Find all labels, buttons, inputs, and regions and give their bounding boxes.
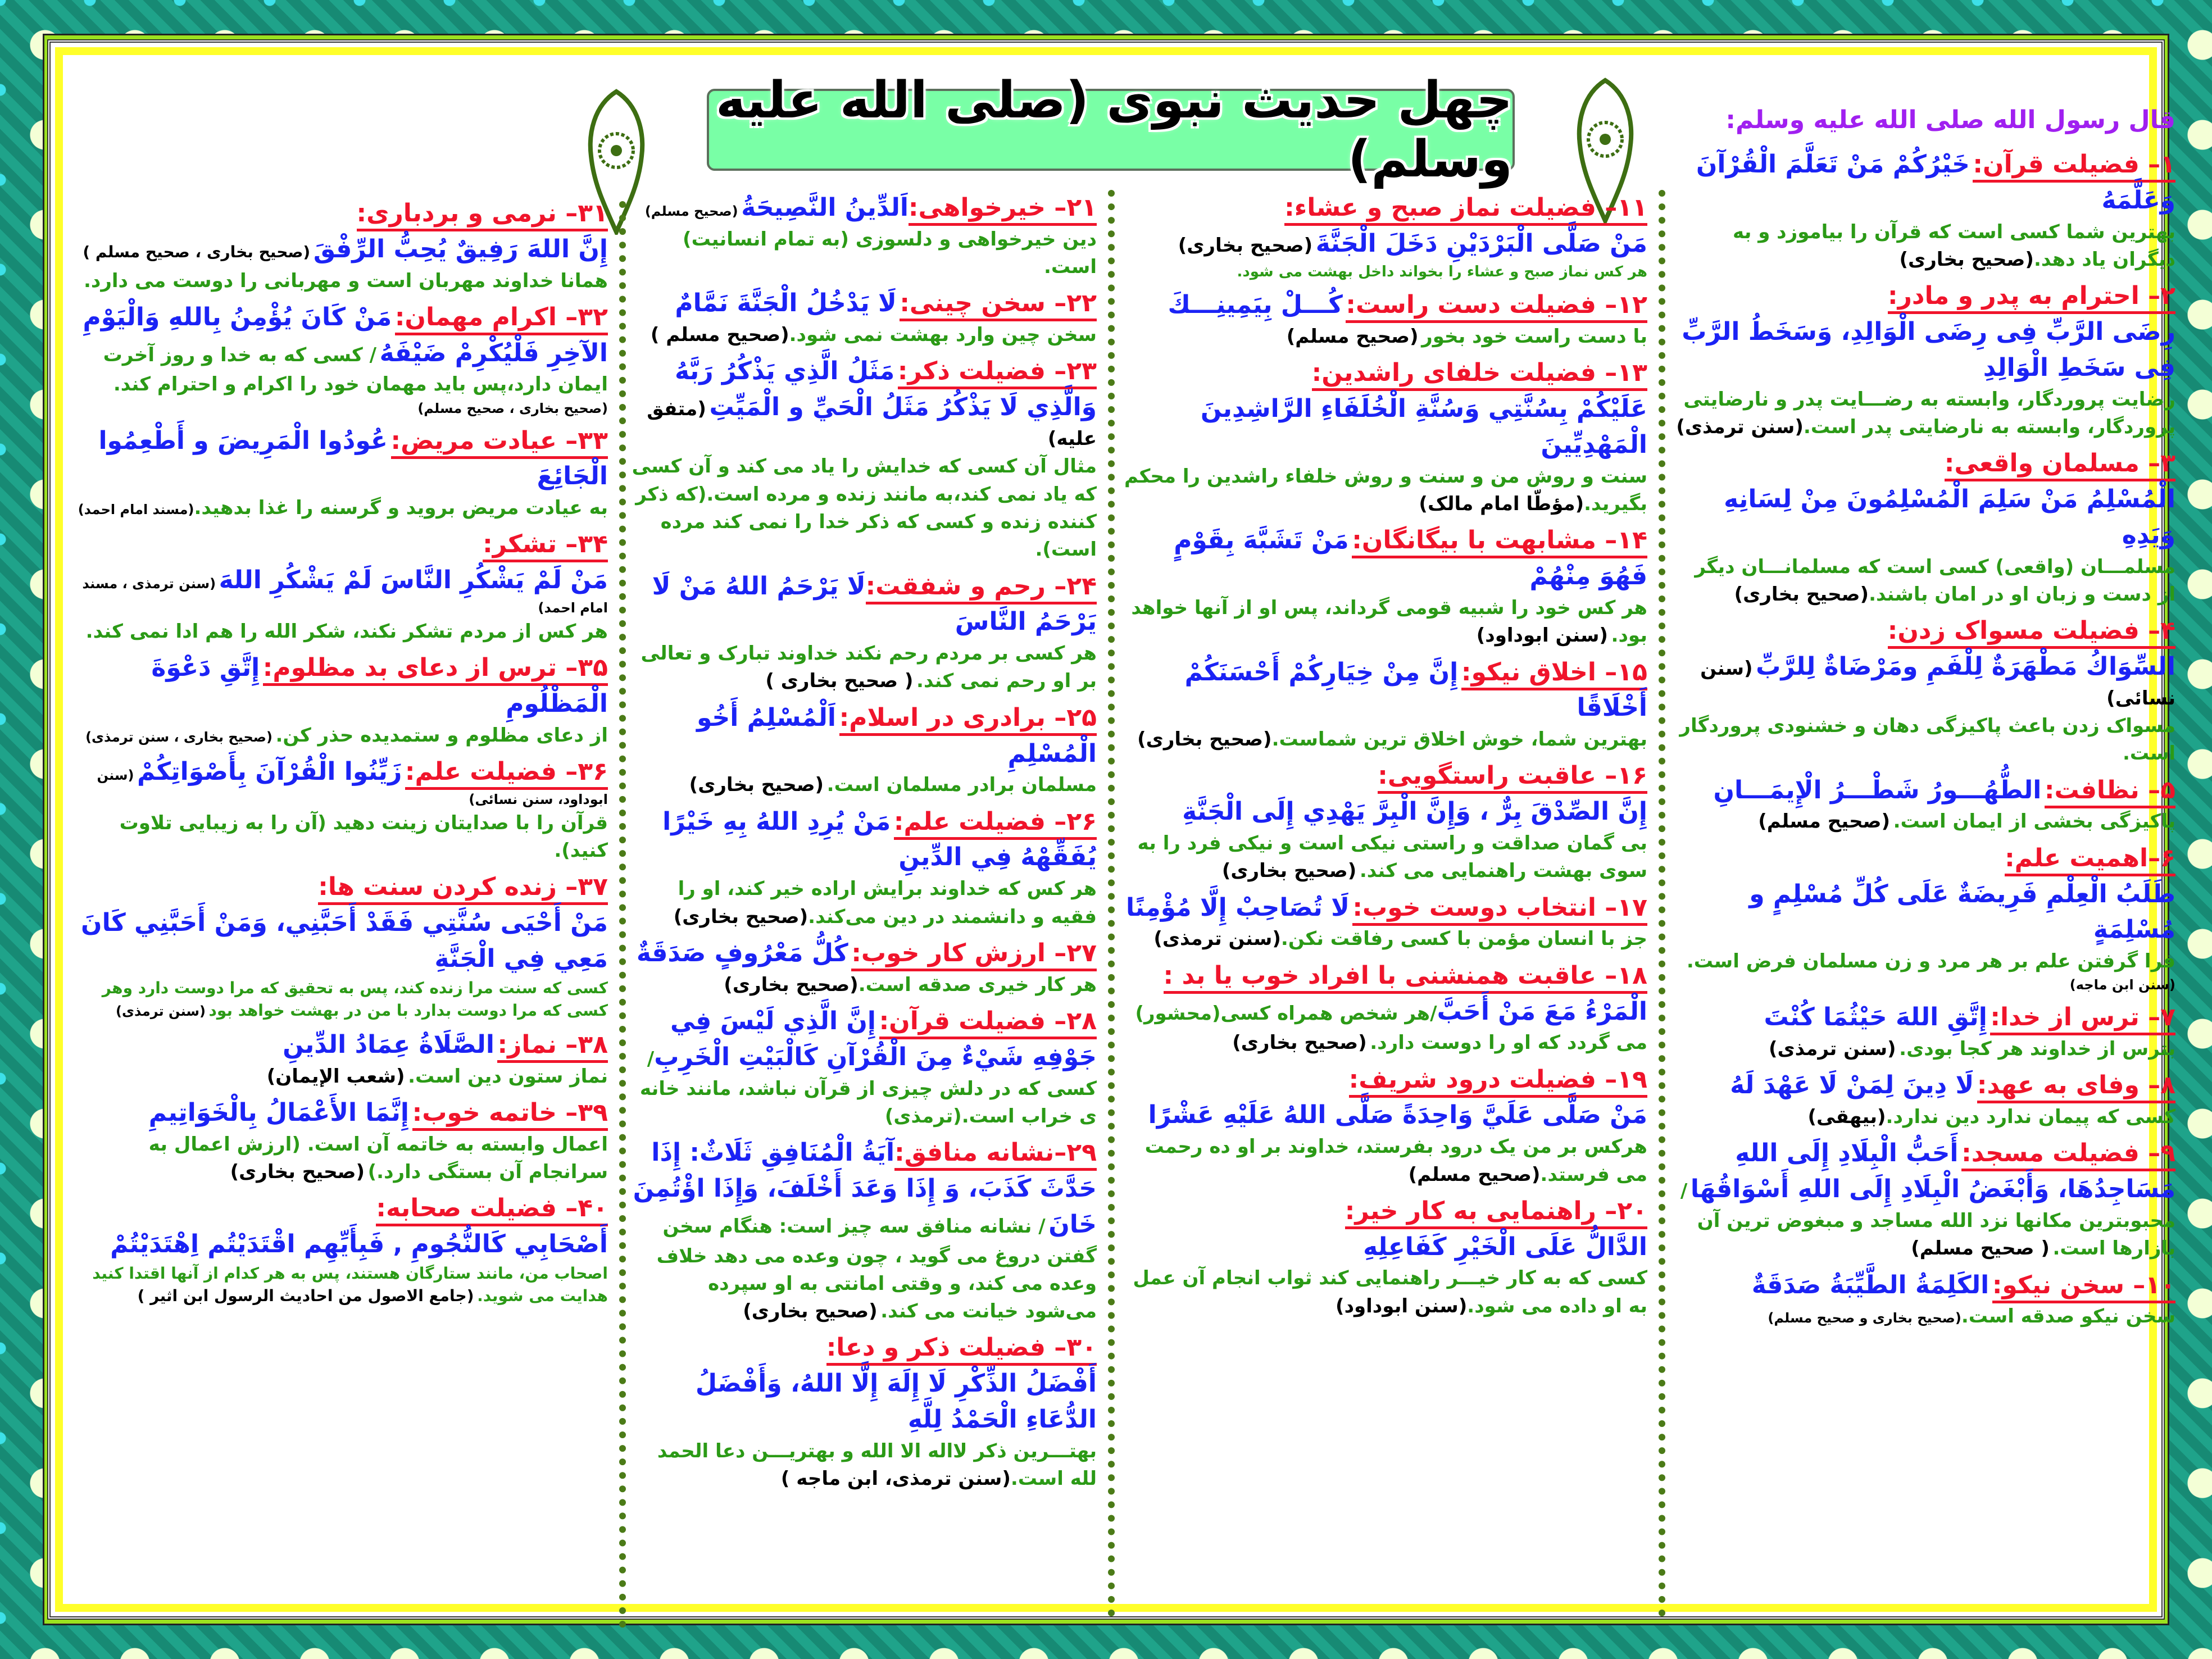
hadith-4: ۴– فضیلت مسواک زدن: السِّوَاكُ مَطْهَرَةٌ لِلْفَمِ ومَرْضَاةٌ لِلرَّبِّ (سنن نسائی) مسواک زدن باعث پاکیزگی دهان و خشنودی پروردگار است. [1679,616,2175,765]
intro-text: قال رسول الله صلی الله علیه وسلم: [1725,106,2175,134]
hadith-33: ۳۳– عیادت مریض: عُودُوا الْمَرِيضَ و أَطْعِمُوا الْجَائِعَ به عیادت مریض بروید و گرسنه را غذا بدهید.(مسند امام احمد) [78,426,608,520]
hadith-24: ۲۴– رحم و شفقت:لَا يَرْحَمُ اللهُ مَنْ لَا يَرْحَمُ النَّاسَ هر کسی بر مردم رحم نکند خداوند تبارک و تعالی بر او رحم نمی کند. ( صحیح بخاری ) [641,571,1097,693]
hadith-30: ۳۰– فضیلت ذکر و دعا: أَفْضَلُ الذِّكْرِ لَا إِلَهَ إِلَّا اللهُ، وَأَفْضَلُ الدُّعَاءِ الْحَمْدُ لِلَّهِ بهتـــرین ذکر لااله الا الله و بهتریـــن دعا الحمد لله است.(سنن ترمذی، ابن ماجه ) [657,1333,1097,1490]
hadith-40: ۴۰– فضیلت صحابه: أَصْحَابِي كَالنُّجُومِ , فَبِأَيِّهِم اقْتَدَيْتُم اِهْتَدَيْتُمْ اصحاب من، مانند ستارگان هستند، پس به هر کدام از آنها اقتدا کنید هدایت می شوید. (جامع الاصول من احادیث الرسول ابن اثیر ) [92,1194,608,1306]
hadith-34: ۳۴– تشکر: مَنْ لَمْ يَشْكُرِ النَّاسَ لَمْ يَشْكُرِ اللهَ (سنن ترمذی ، مسند امام احمد) هر کس از مردم تشکر نکند، شکر الله را هم ادا نمی کند. [82,530,608,643]
title-banner [707,71,1515,189]
hadith-37: ۳۷– زنده کردن سنت ها: مَنْ أَحْيَى سُنَّتِي فَقَدْ أَحَبَّنِي، وَمَنْ أَحَبَّنِي كَانَ مَعِي فِي الْجَنَّةِ کسی که سنت مرا زنده کند، پس به تحقیق که مرا دوست دارد وهر کسی که مرا دوست بدارد با من در بهشت خواهد بود (سنن ترمذی) [81,872,608,1020]
column-divider [1108,190,1115,1617]
hadith-2: ۲– احترام به پدر و مادر: رِضَی الرَّبِّ فِی رِضَی الْوَالِدِ، وَسَخَطُ الرَّبِّ فِی سَخَطِ الْوَالِدِ رضایت پروردگار، وابسته به رضـــایت پدر و نارضایتی پروردگار، وابسته به نارضایتی پدر است.(سنن ترمذی) [1676,281,2175,438]
hadith-28: ۲۸– فضیلت قرآن: إِنَّ الَّذِي لَيْسَ فِي جَوْفِهِ شَيْءٌ مِنَ الْقُرْآنِ كَالْبَيْتِ الْخَرِبِ/ کسی که در دلش چیزی از قرآن نباشد، مانند خانه ی خراب است.(ترمذی) [639,1006,1097,1128]
hadith-16: ۱۶– عاقبت راستگویی: إِنَّ الصِّدْقَ بِرٌّ ، وَإِنَّ الْبِرَّ يَهْدِي إِلَى الْجَنَّةِ بی گمان صداقت و راستی نیکی است و نیکی فرد را به سوی بهشت راهنمایی می کند. (صحیح بخاری) [1137,761,1647,883]
hadith-36: ۳۶– فضیلت علم: زَيِّنُوا الْقُرْآنَ بِأَصْوَاتِكُمْ (سنن ابوداود، سنن نسائی) قرآن را با صدایتان زینت دهید (آن را به زیبایی تلاوت کنید). [97,757,608,862]
hadith-10: ۱۰– سخن نیکو: الكَلِمَةُ الطَّيِّبَةُ صَدَقَةٌ سخن نیکو صدقه است.(صحیح بخاری و صحیح مسلم) [1751,1270,2175,1328]
hadith-27: ۲۷– ارزش کار خوب: كُلُّ مَعْرُوفٍ صَدَقَةٌ هر کار خیری صدقه است.(صحیح بخاری) [636,938,1097,996]
hadith-39: ۳۹– خاتمه خوب: إِنَّمَا الأَعْمَالُ بِالْخَوَاتِيمِ اعمال وابسته به خاتمه آن است. (ارزش اعمال به سرانجام آن بستگی دارد.) (صحیح بخاری) [148,1098,608,1183]
hadith-25: ۲۵– برادری در اسلام: اَلْمُسْلِمُ أَخُو الْمُسْلِمِ مسلمان برادر مسلمان است. (صحیح بخاری) [689,703,1097,797]
hadith-3: ۳– مسلمان واقعی: الْمُسْلِمُ مَنْ سَلِمَ الْمُسْلِمُونَ مِنْ لِسَانِهِ وَيَدِهِ مسلمـــان (واقعی) کسی است که مسلمانـــان دیگر از دست و زبان او در امان باشند.(صحیح بخاری) [1695,449,2175,606]
hadith-17: ۱۷– انتخاب دوست خوب: لَا تُصَاحِبْ إِلَّا مُؤْمِنًا جز با انسان مؤمن با کسی رفاقت نکن.(سنن ترمذی) [1126,893,1647,951]
column-divider [1659,190,1665,1617]
hadith-13: ۱۳– فضیلت خلفای راشدین: عَلَيْكُمْ بِسُنَّتِي وَسُنَّةِ الْخُلَفَاءِ الرَّاشِدِينَ الْمَهْدِيِّينَ سنت و روش من و سنت و روش خلفاء راشدین را محکم بگیرید.(مؤطّا امام مالک) [1124,358,1647,516]
hadith-20: ۲۰– راهنمایی به کار خیر: الدَّالُّ عَلَى الْخَيْرِ كَفَاعِلِهِ کسی که به کار خیـــر راهنمایی کند ثواب انجام آن عمل به او داده می شود.(سنن ابوداود) [1133,1196,1647,1317]
hadith-8: ۸– وفای به عهد: لَا دِينَ لِمَنْ لَا عَهْدَ لَهُ کسی که پیمان ندارد دین ندارد.(بیهقی) [1730,1071,2175,1129]
hadith-29: ۲۹–نشانه منافق:آيَةُ الْمُنَافِقِ ثَلَاثٌ: إِذَا حَدَّثَ كَذَبَ، وَ إِذَا وَعَدَ أَخْلَفَ، وَإِذَا اؤْتُمِنَ خَانَ / نشانه منافق سه چیز است: هنگام سخن گفتن دروغ می گوید ، چون وعده می دهد خلاف وعده می کند، و وقتی امانتی به او سپرده می‌شود خیانت می کند. (صحیح بخاری) [633,1138,1097,1323]
hadith-31: ۳۱– نرمی و بردباری: إِنَّ اللهَ رَفِيقٌ يُحِبُّ الرِّفْقَ (صحیح بخاری ، صحیح مسلم ) همانا خداوند مهربان است و مهربانی را دوست می دارد. [83,199,608,292]
column-2 [1119,190,1647,1325]
page-title: چهل حدیث نبوی (صلی الله علیه وسلم) [715,71,1512,189]
hadith-35: ۳۵– ترس از دعای بد مظلوم: إِتَّقِ دَعْوَةَ الْمَظْلُومِ از دعای مظلوم و ستمدیده حذر کن. (صحیح بخاری ، سنن ترمذی) [85,653,608,747]
column-4 [74,196,608,1312]
hadith-19: ۱۹– فضیلت درود شریف: مَنْ صَلَّى عَلَيَّ وَاحِدَةً صَلَّى اللهُ عَلَيْهِ عَشْرًا هرکس بر من یک درود بفرستد، خداوند بر او ده رحمت می فرستد.(صحیح مسلم) [1144,1065,1647,1186]
hadith-23: ۲۳– فضیلت ذکر: مَثَلُ الَّذِي يَذْكُرُ رَبَّهُ وَالَّذِي لَا يَذْكُرُ مَثَلُ الْحَيِّ و الْمَيِّتِ (متفق علیه) مثال آن کسی که خدایش را یاد می کند و آن کسی که یاد نمی کند،به مانند زنده و مرده است.(که ذکر کننده زنده و کسی که ذکر خدا را نمی کند مرده است). [632,357,1097,561]
hadith-1: ۱– فضیلت قرآن: خَیْرُکُمْ مَنْ تَعَلَّمَ الْقُرْآنَ وَعَلَّمَهُ بهترین شما کسی است که قرآن را بیاموزد و به دیگران یاد دهد.(صحیح بخاری) [1696,150,2175,271]
hadith-11: ۱۱– فضیلت نماز صبح و عشاء: مَنْ صَلَّى الْبَرْدَيْنِ دَخَلَ الْجَنَّةَ (صحیح بخاری) هر کس نماز صبح و عشاء را بخواند داخل بهشت می شود. [1178,193,1647,280]
column-3 [630,190,1097,1497]
hadith-6: ۶–اهمیت علم: طَلَبُ الْعِلْمِ فَرِيضَةٌ عَلَى كُلِّ مُسْلِمٍ و مُسْلِمَةٍ فرا گرفتن علم بر هر مرد و زن مسلمان فرض است.(سنن ابن ماجه) [1686,843,2175,993]
column-divider [619,201,626,1628]
hadith-38: ۳۸– نماز: الصَّلَاةُ عِمَادُ الدِّينِ نماز ستون دین است. (شعب الإيمان) [266,1030,608,1088]
hadith-32: ۳۲– اکرام مهمان: مَنْ كَانَ يُؤْمِنُ بِاللهِ وَالْيَوْمِ الآخِرِ فَلْيُكْرِمْ ضَيْفَهُ / کسی که به خدا و روز آخرت ایمان دارد،پس باید مهمان خود را اکرام و احترام کند. (صحیح بخاری ، صحیح مسلم) [83,302,608,416]
hadith-21: ۲۱– خیرخواهی:اَلدِّينُ النَّصِيحَةُ (صحیح مسلم) دین خیرخواهی و دلسوزی (به تمام انسانیت) است. [644,193,1097,279]
hadith-9: ۹– فضیلت مسجد: أَحَبُّ الْبِلَادِ إِلَى اللهِ مَسَاجِدُهَا، وَأَبْغَضُ الْبِلَادِ إِلَى اللهِ أَسْوَاقُهَا / محبوبترین مکانها نزد الله مساجد و مبغوض ترین آن بازارها است. ( صحیح مسلم) [1680,1139,2175,1260]
hadith-14: ۱۴– مشابهت با بیگانگان: مَنْ تَشَبَّهَ بِقَوْمٍ فَهُوَ مِنْهُمْ هر کس خود را شبیه قومی گرداند، پس او از آنها خواهد بود. (سنن ابوداود) [1131,526,1647,647]
hadith-18: ۱۸– عاقبت همنشنی با افراد خوب یا بد : الْمَرْءُ مَعَ مَنْ أَحَبَّ/هر شخص همراه کسی(محشور) می گردد که او را دوست دارد. (صحیح بخاری) [1135,961,1647,1055]
hadith-12: ۱۲– فضیلت دست راست: كُـــلْ بِيَمِينِـــكَ با دست راست خود بخور (صحیح مسلم) [1168,290,1647,348]
hadith-26: ۲۶– فضیلت علم: مَنْ يُرِدِ اللهُ بِهِ خَيْرًا يُفَقِّهْهُ فِي الدِّينِ هر کس که خداوند برایش اراده خیر کند، او را فقیه و دانشمند در دین می‌کند.(صحیح بخاری) [662,807,1097,928]
hadith-15: ۱۵– اخلاق نیکو: إِنَّ مِنْ خِيَارِكُمْ أَحْسَنَكُمْ أَخْلَاقًا بهترین شما، خوش اخلاق ترین شماست.(صحیح بخاری) [1137,657,1647,751]
hadith-7: ۷– ترس از خدا: إِتَّقِ اللهَ حَيْثُمَا كُنْتَ بترس از خداوند هر کجا بودی. (سنن ترمذی) [1764,1003,2175,1061]
column-1 [1675,106,2175,1335]
page-content [63,55,2175,1604]
hadith-5: ۵– نظافت: الطُّهُـــورُ شَطْـــرُ الْإِيمَـــانِ پاکیزگی بخشی از ایمان است. (صحیح مسلم) [1713,775,2175,833]
hadith-22: ۲۲– سخن چینی: لَا يَدْخُلُ الْجَنَّةَ نَمَّامٌ سخن چین وارد بهشت نمی شود.(صحیح مسلم ) [650,289,1097,347]
